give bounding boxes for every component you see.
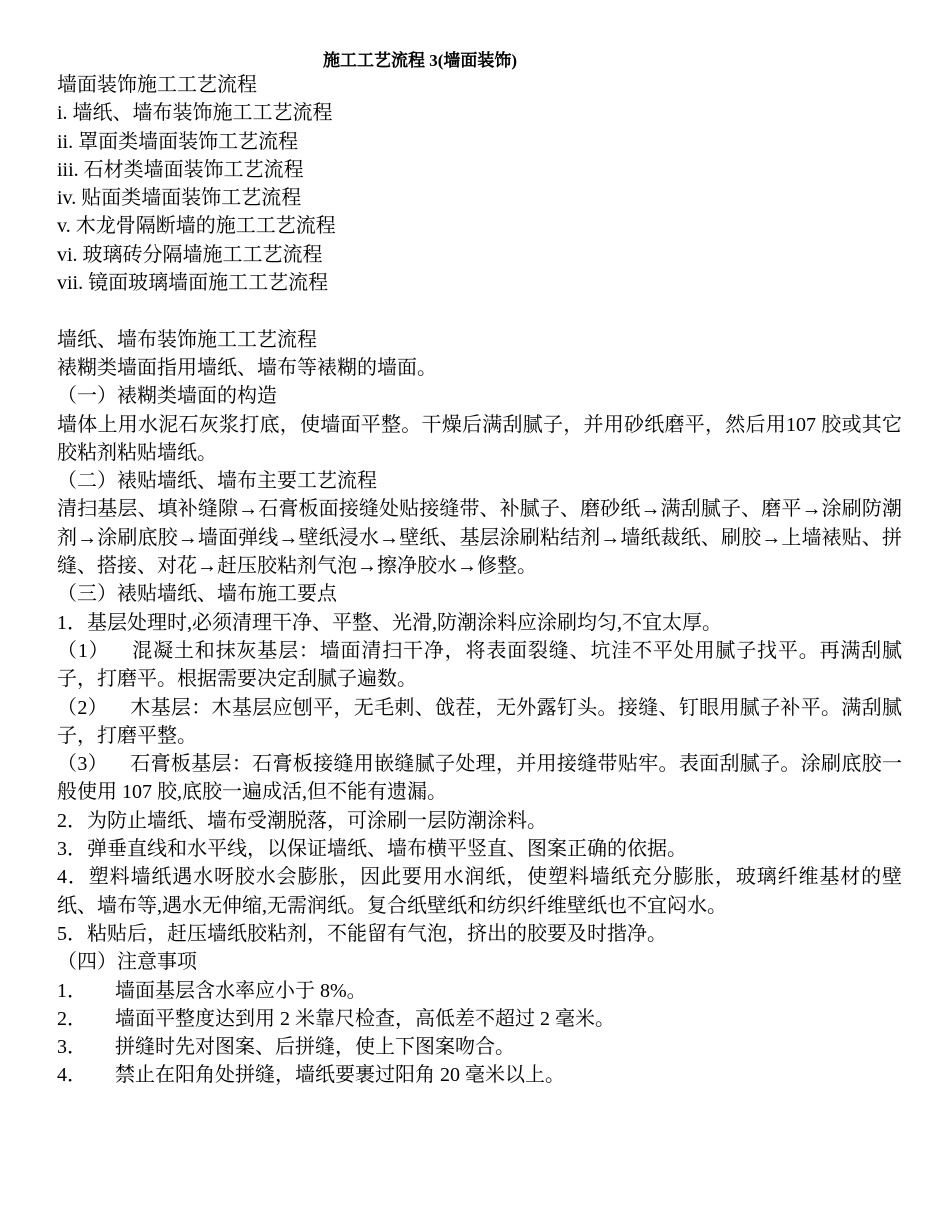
note-number: 3．	[57, 1036, 87, 1059]
sub-point-number: （1）	[57, 639, 110, 662]
key-point-2: 2．为防止墙纸、墙布受潮脱落，可涂刷一层防潮涂料。	[57, 809, 547, 832]
key-point-1: 1．基层处理时,必须清理干净、平整、光滑,防潮涂料应涂刷均匀,不宜太厚。	[57, 611, 722, 634]
section-intro: 裱糊类墙面指用墙纸、墙布等裱糊的墙面。	[57, 356, 437, 379]
sub-point-3	[57, 750, 902, 807]
spacer	[57, 297, 902, 325]
sub-point-2	[57, 694, 902, 751]
subsection-heading-3: （三）裱贴墙纸、墙布施工要点	[57, 583, 337, 606]
note-number: 2．	[57, 1007, 87, 1030]
key-point-4: 4．塑料墙纸遇水呀胶水会膨胀，因此要用水润纸，使塑料墙纸充分膨胀，玻璃纤维基材的壁纸、墙布等,遇水无伸缩,无需润纸。复合纸壁纸和纺织纤维壁纸也不宜闷水。	[57, 866, 902, 917]
toc-item: ii. 罩面类墙面装饰工艺流程	[57, 130, 299, 153]
construction-paragraph: 墙体上用水泥石灰浆打底，使墙面平整。干燥后满刮腻子，并用砂纸磨平，然后用107 胶或其它胶粘剂粘贴墙纸。	[57, 413, 902, 464]
note-text: 墙面平整度达到用 2 米靠尺检查，高低差不超过 2 毫米。	[115, 1007, 615, 1030]
sub-point-number: （2）	[57, 696, 108, 719]
document-body	[57, 71, 902, 1090]
sub-point-number: （3）	[57, 753, 108, 776]
toc-item: iii. 石材类墙面装饰工艺流程	[57, 158, 304, 181]
note-text: 墙面基层含水率应小于 8%。	[115, 979, 367, 1002]
note-item	[57, 1005, 902, 1033]
note-text: 禁止在阳角处拼缝，墙纸要裹过阳角 20 毫米以上。	[115, 1064, 565, 1087]
note-item	[57, 1033, 902, 1061]
document-title: 施工工艺流程 3(墙面装饰)	[322, 51, 518, 70]
toc-item: i. 墙纸、墙布装饰施工工艺流程	[57, 102, 333, 125]
subsection-heading-4: （四）注意事项	[57, 951, 197, 974]
sub-point-text: 混凝土和抹灰基层：墙面清扫干净，将表面裂缝、坑洼不平处用腻子找平。再满刮腻子，打磨平。根据需要决定刮腻子遍数。	[57, 639, 903, 691]
toc-item: v. 木龙骨隔断墙的施工工艺流程	[57, 215, 336, 238]
toc-heading: 墙面装饰施工工艺流程	[57, 74, 257, 96]
note-number: 1．	[57, 979, 87, 1002]
note-number: 4．	[57, 1064, 87, 1087]
section-heading: 墙纸、墙布装饰施工工艺流程	[57, 328, 317, 351]
sub-point-1	[57, 637, 902, 694]
toc-item: iv. 贴面类墙面装饰工艺流程	[57, 187, 302, 210]
toc-item: vi. 玻璃砖分隔墙施工工艺流程	[57, 243, 323, 266]
sub-point-text: 木基层：木基层应刨平，无毛刺、戗茬，无外露钉头。接缝、钉眼用腻子补平。满刮腻子，打磨平整。	[57, 696, 903, 747]
note-text: 拼缝时先对图案、后拼缝，使上下图案吻合。	[115, 1036, 515, 1059]
subsection-heading-1: （一）裱糊类墙面的构造	[57, 385, 277, 408]
note-item	[57, 977, 902, 1005]
key-point-3: 3．弹垂直线和水平线，以保证墙纸、墙布横平竖直、图案正确的依据。	[57, 838, 687, 861]
note-item	[57, 1061, 902, 1089]
toc-item: vii. 镜面玻璃墙面施工工艺流程	[57, 272, 329, 295]
subsection-heading-2: （二）裱贴墙纸、墙布主要工艺流程	[57, 470, 377, 493]
process-flow-paragraph: 清扫基层、填补缝隙→石膏板面接缝处贴接缝带、补腻子、磨砂纸→满刮腻子、磨平→涂刷防潮剂→涂刷底胶→墙面弹线→壁纸浸水→壁纸、基层涂刷粘结剂→墙纸裁纸、刷胶→上墙裱贴、拼缝、搭接、对花→赶压胶粘剂气泡→擦净胶水→修整。	[57, 498, 902, 578]
sub-point-text: 石膏板基层：石膏板接缝用嵌缝腻子处理，并用接缝带贴牢。表面刮腻子。涂刷底胶一般使用 107 胶,底胶一遍成活,但不能有遗漏。	[57, 753, 903, 804]
key-point-5: 5．粘贴后，赶压墙纸胶粘剂，不能留有气泡，挤出的胶要及时揩净。	[57, 922, 667, 945]
